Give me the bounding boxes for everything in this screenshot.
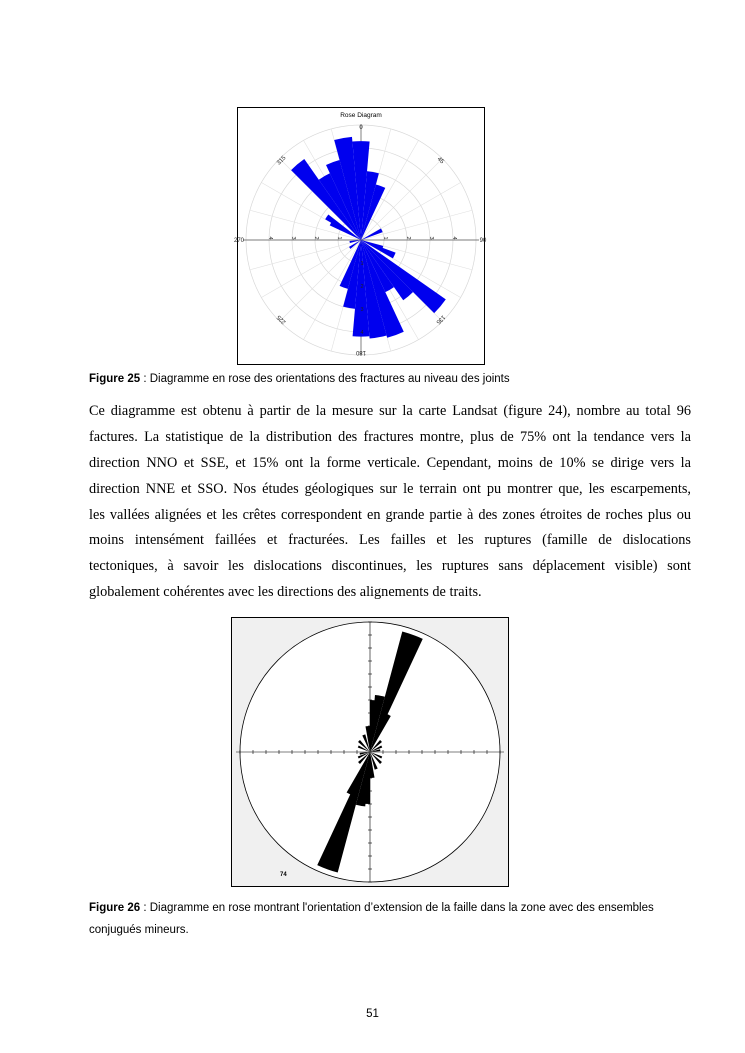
figure-26-caption-text: Diagramme en rose montrant l'orientation d’extension de la faille dans la zone avec des ensembles conjugués mineurs. xyxy=(89,902,654,936)
radius-tick-label: 2 xyxy=(405,236,411,240)
rose-diagram-figure-25 xyxy=(233,107,487,365)
paragraph-line: les vallées alignées et les crêtes correspondent en grande partie à des zones étroites de roches plus ou xyxy=(89,506,691,523)
radius-tick-label: 1 xyxy=(336,236,342,240)
radius-tick-label: 2 xyxy=(313,236,319,240)
paragraph-line: direction NNE et SSO. Nos études géologiques sur le terrain ont pu montrer que, les escarpements, xyxy=(89,480,691,497)
rose-diagram-svg xyxy=(233,108,487,364)
corner-label: 74 xyxy=(280,872,287,878)
figure-26-caption xyxy=(89,897,689,941)
figure-25-separator: : xyxy=(140,373,150,385)
angle-label: 180 xyxy=(355,349,367,355)
figure-25-caption-text: Diagramme en rose des orientations des fractures au niveau des joints xyxy=(149,373,510,385)
radius-tick-label: 4 xyxy=(267,236,273,240)
angle-label: 45 xyxy=(435,156,445,166)
grid-spoke xyxy=(250,240,364,270)
figure-26-separator: : xyxy=(140,902,150,914)
grid-spoke xyxy=(261,240,364,298)
paragraph-line: moins intensément faillées et fracturées. Les failles et les ruptures (famille de dislocations xyxy=(89,532,691,549)
angle-label: 135 xyxy=(434,313,446,325)
diagram-title: Rose Diagram xyxy=(340,112,382,119)
paragraph-line: globalement cohérentes avec les directions des alignements de traits. xyxy=(89,584,482,601)
radius-tick-label: 4 xyxy=(451,236,457,240)
radius-tick-label: 3 xyxy=(428,236,434,240)
figure-25-label: Figure 25 xyxy=(89,373,141,385)
angle-label: 90 xyxy=(479,238,487,244)
angle-label: 225 xyxy=(276,313,288,325)
figure-26-label: Figure 26 xyxy=(89,902,141,914)
radius-tick-label: 3 xyxy=(290,236,296,240)
page-number: 51 xyxy=(366,1008,379,1020)
radius-tick-label: 4 xyxy=(360,330,364,336)
radius-tick-label: 2 xyxy=(360,284,364,290)
radius-tick-label: 1 xyxy=(382,236,388,240)
figure-25-caption xyxy=(89,373,689,385)
paragraph-line: Ce diagramme est obtenu à partir de la mesure sur la carte Landsat (figure 24), nombre au total 96 xyxy=(89,403,691,419)
angle-label: 0 xyxy=(359,125,363,131)
angle-label: 270 xyxy=(233,238,245,244)
paragraph-line: direction NNO et SSE, et 15% ont la forme verticale. Cependant, moins de 10% se dirige vers la xyxy=(89,454,691,471)
radius-tick-label: 1 xyxy=(360,261,364,267)
angle-label: 315 xyxy=(276,155,288,167)
body-paragraph xyxy=(89,399,691,606)
fault-rose-diagram-svg xyxy=(232,618,508,886)
paragraph-line: tectoniques, à savoir les dislocations discontinues, les ruptures sans déplacement visible) sont xyxy=(89,558,691,575)
paragraph-line: factures. La statistique de la distribution des fractures montre, plus de 75% ont la tendance vers la xyxy=(89,428,691,445)
rose-diagram-figure-26 xyxy=(231,617,509,887)
radius-tick-label: 3 xyxy=(360,307,364,313)
